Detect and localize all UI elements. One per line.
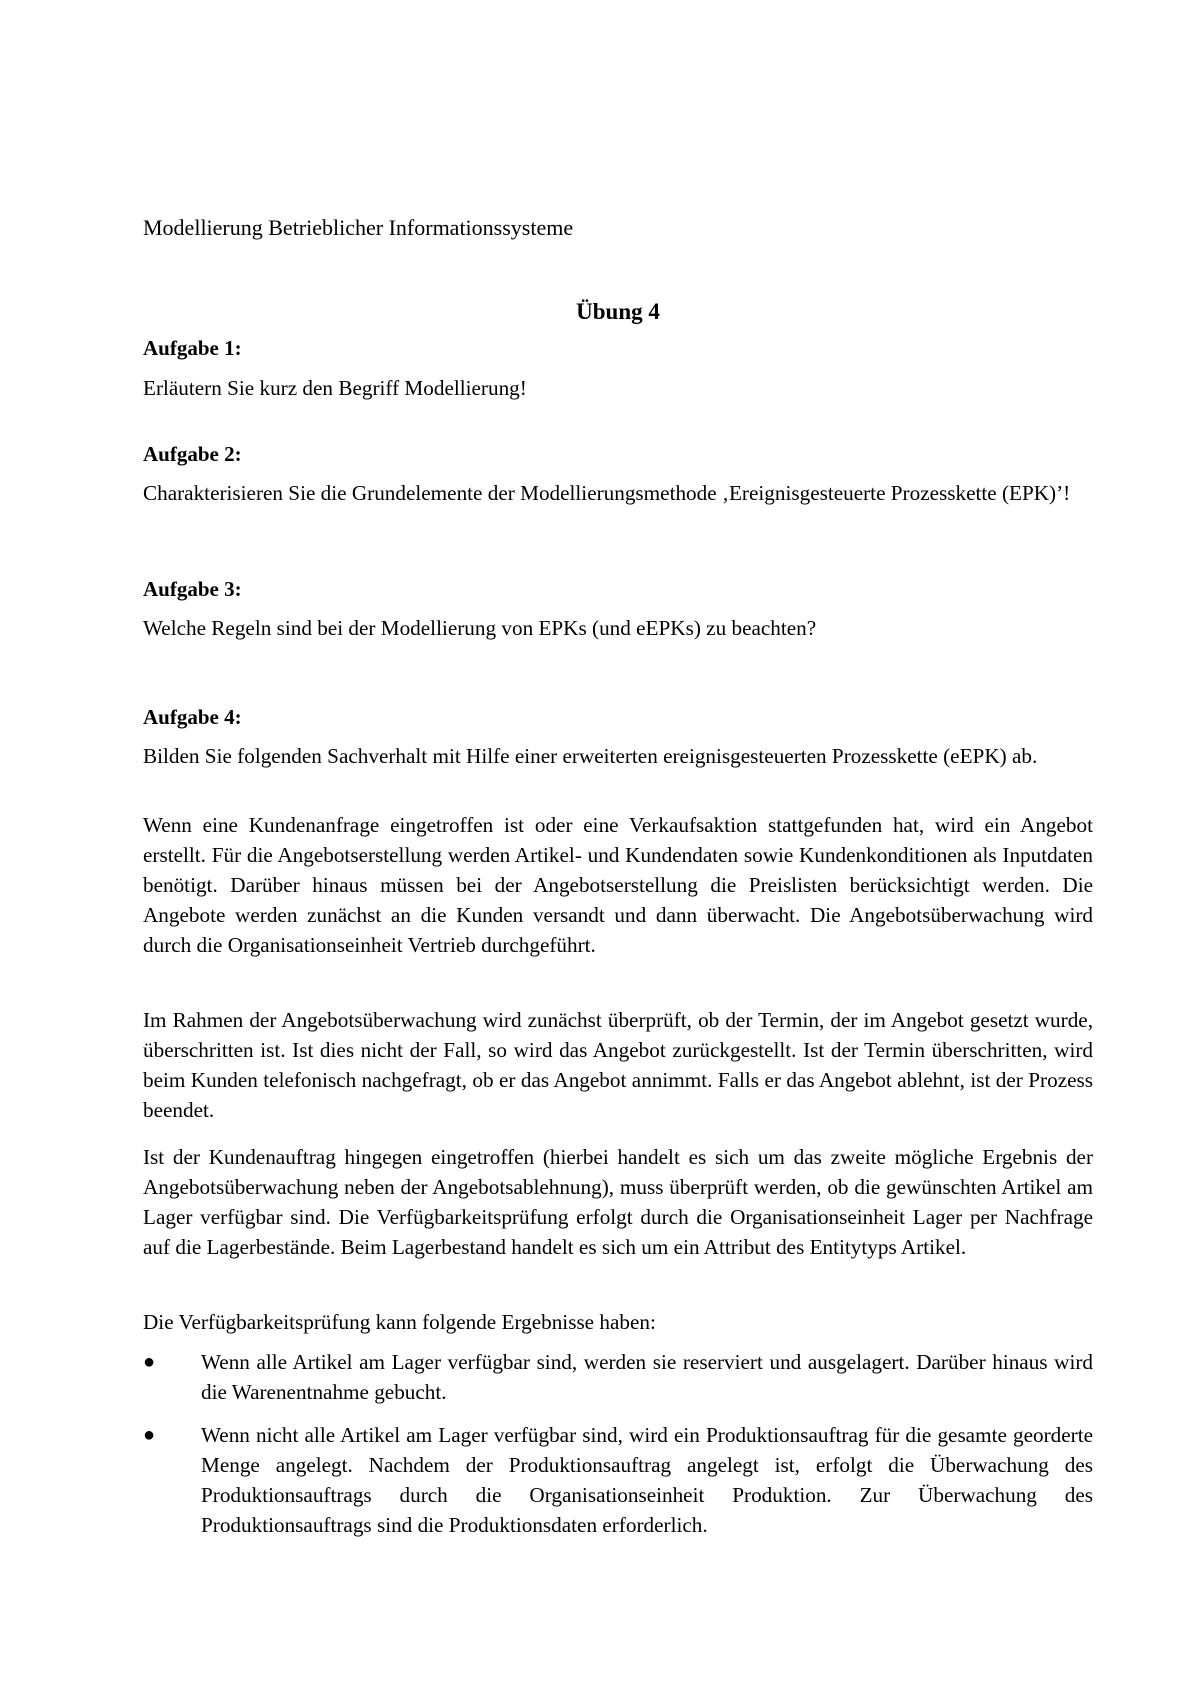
task-4-results-intro: Die Verfügbarkeitsprüfung kann folgende Ergebnisse haben: <box>143 1310 656 1334</box>
availability-results-list <box>143 1347 1093 1540</box>
task-4-intro: Bilden Sie folgenden Sachverhalt mit Hilfe einer erweiterten ereignisgesteuerten Prozesskette (eEPK) ab. <box>143 744 1038 768</box>
task-4-heading: Aufgabe 4: <box>143 705 242 729</box>
list-item-text: Wenn alle Artikel am Lager verfügbar sind, werden sie reserviert und ausgelagert. Darüber hinaus wird die Warenentnahme gebucht. <box>201 1350 1093 1404</box>
list-item <box>143 1347 1093 1407</box>
task-3-heading: Aufgabe 3: <box>143 577 242 601</box>
course-title: Modellierung Betrieblicher Informationssysteme <box>143 215 574 240</box>
task-1-text: Erläutern Sie kurz den Begriff Modellierung! <box>143 376 527 400</box>
list-item-text: Wenn nicht alle Artikel am Lager verfügbar sind, wird ein Produktionsauftrag für die gesamte georderte Menge angelegt. Nachdem der Produktionsauftrag angelegt ist, erfolgt die Überwachung des Produktionsauftrags durch die Organisationseinheit Produktion. Zur Überwachung des Produktionsauftrags sind die Produktionsdaten erforderlich. <box>201 1423 1093 1537</box>
task-4-paragraph-offer: Wenn eine Kundenanfrage eingetroffen ist oder eine Verkaufsaktion stattgefunden hat, wird ein Angebot erstellt. Für die Angebotserstellung werden Artikel- und Kundendaten sowie Kundenkonditionen als Inputdaten benötigt. Darüber hinaus müssen bei der Angebotserstellung die Preislisten berücksichtigt werden. Die Angebote werden zunächst an die Kunden versandt und dann überwacht. Die Angebotsüberwachung wird durch die Organisationseinheit Vertrieb durchgeführt. <box>143 813 1093 957</box>
task-2-heading: Aufgabe 2: <box>143 442 242 466</box>
bullet-icon: ● <box>143 1351 156 1373</box>
exercise-title: Übung 4 <box>576 299 660 324</box>
task-1-heading: Aufgabe 1: <box>143 336 242 360</box>
list-item <box>143 1420 1093 1540</box>
task-4-paragraph-order: Ist der Kundenauftrag hingegen eingetroffen (hierbei handelt es sich um das zweite mögliche Ergebnis der Angebotsüberwachung neben der Angebotsablehnung), muss überprüft werden, ob die gewünschten Artikel am Lager verfügbar sind. Die Verfügbarkeitsprüfung erfolgt durch die Organisationseinheit Lager per Nachfrage auf die Lagerbestände. Beim Lagerbestand handelt es sich um ein Attribut des Entitytyps Artikel. <box>143 1145 1093 1259</box>
document-page <box>143 0 1093 1698</box>
task-2-text: Charakterisieren Sie die Grundelemente der Modellierungsmethode ‚Ereignisgesteuerte Prozesskette (EPK)’! <box>143 481 1071 505</box>
task-3-text: Welche Regeln sind bei der Modellierung von EPKs (und eEPKs) zu beachten? <box>143 616 817 640</box>
task-4-paragraph-monitoring: Im Rahmen der Angebotsüberwachung wird zunächst überprüft, ob der Termin, der im Angebot gesetzt wurde, überschritten ist. Ist dies nicht der Fall, so wird das Angebot zurückgestellt. Ist der Termin überschritten, wird beim Kunden telefonisch nachgefragt, ob er das Angebot annimmt. Falls er das Angebot ablehnt, ist der Prozess beendet. <box>143 1008 1093 1122</box>
bullet-icon: ● <box>143 1424 156 1446</box>
